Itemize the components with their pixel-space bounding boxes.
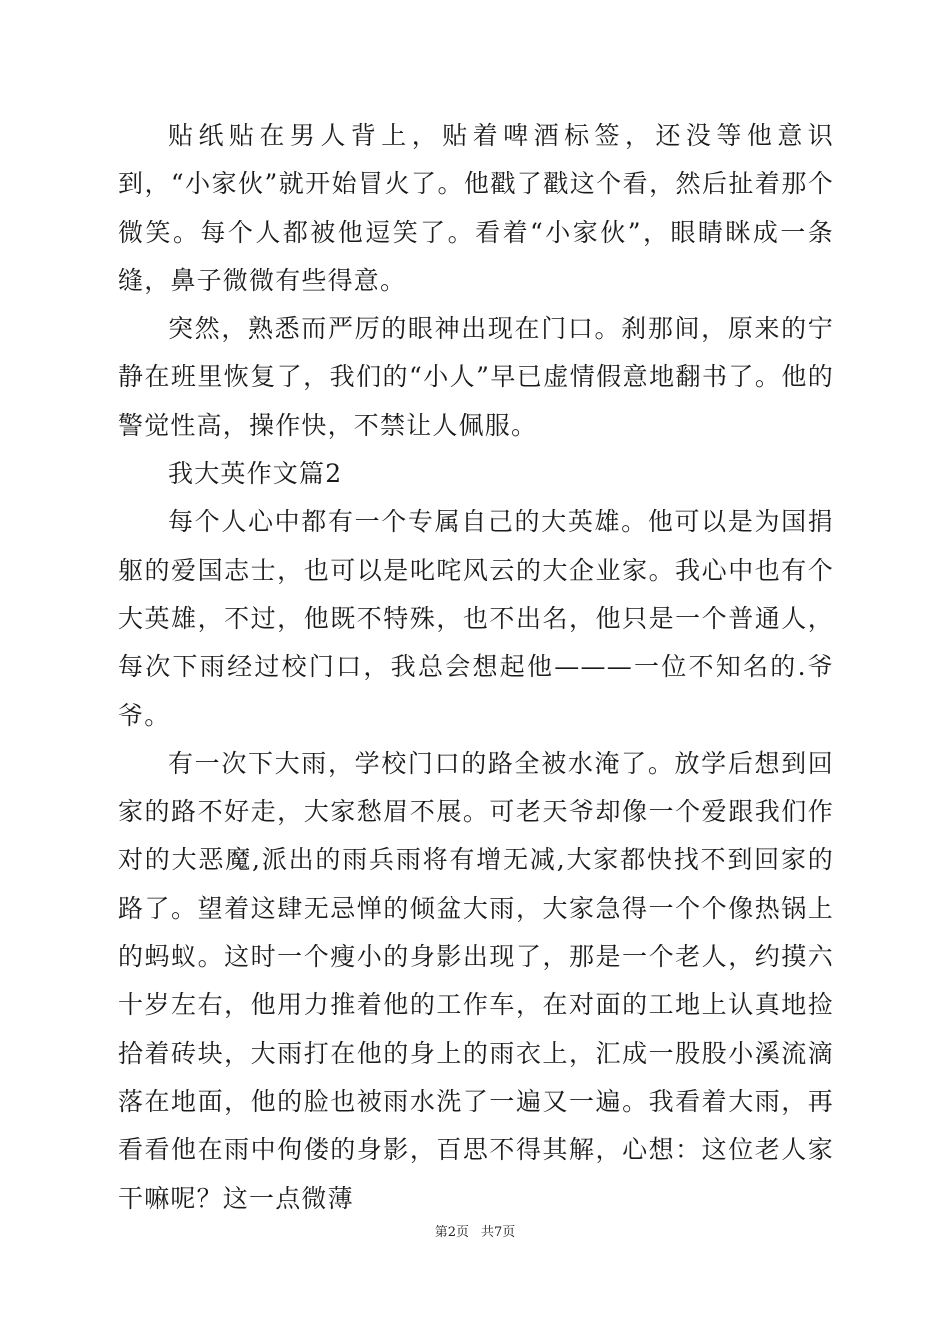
paragraph-1: 贴纸贴在男人背上，贴着啤酒标签，还没等他意识到，“小家伙”就开始冒火了。他戳了戳这个看，然后扯着那个微笑。每个人都被他逗笑了。看着“小家伙”，眼睛眯成一条缝，鼻子微微有些得意。 [118, 121, 834, 295]
page-footer [0, 1221, 950, 1240]
page-number: 第2页 [434, 1225, 469, 1240]
paragraph-4: 有一次下大雨，学校门口的路全被水淹了。放学后想到回家的路不好走，大家愁眉不展。可老天爷却像一个爱跟我们作对的大恶魔,派出的雨兵雨将有增无减,大家都快找不到回家的路了。望着这肆无忌惮的倾盆大雨，大家急得一个个像热锅上的蚂蚁。这时一个瘦小的身影出现了，那是一个老人，约摸六十岁左右，他用力推着他的工作车，在对面的工地上认真地捡拾着砖块，大雨打在他的身上的雨衣上，汇成一股股小溪流滴落在地面，他的脸也被雨水洗了一遍又一遍。我看着大雨，再看看他在雨中佝偻的身影，百思不得其解，心想：这位老人家干嘛呢？这一点微薄 [118, 748, 834, 1213]
page-total: 共7页 [481, 1225, 516, 1240]
paragraph-3: 每个人心中都有一个专属自己的大英雄。他可以是为国捐躯的爱国志士，也可以是叱咤风云的大企业家。我心中也有个大英雄，不过，他既不特殊，也不出名，他只是一个普通人，每次下雨经过校门口，我总会想起他———一位不知名的.爷爷。 [118, 507, 834, 730]
section-heading: 我大英作文篇2 [168, 459, 343, 489]
document-body [118, 112, 834, 1223]
paragraph-2: 突然，熟悉而严厉的眼神出现在门口。刹那间，原来的宁静在班里恢复了，我们的“小人”早已虚情假意地翻书了。他的警觉性高，操作快，不禁让人佩服。 [118, 314, 834, 440]
